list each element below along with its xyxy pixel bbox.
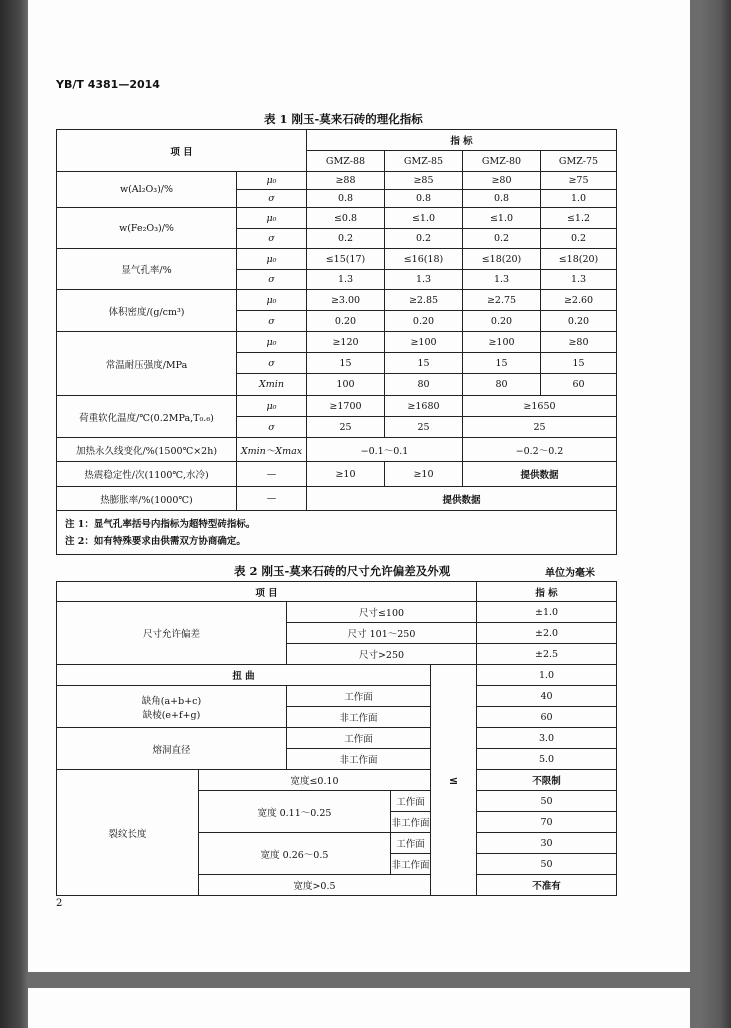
table-cell: ±2.0 (477, 623, 617, 644)
table-cell: 0.20 (307, 311, 385, 332)
table-cell: 0.8 (307, 190, 385, 208)
next-page (28, 988, 690, 1028)
table-cell: 25 (385, 417, 463, 438)
table-cell: 25 (463, 417, 617, 438)
table2-head-item: 项 目 (57, 582, 477, 602)
table-cell: 1.3 (541, 270, 617, 290)
row-label-density: 体积密度/(g/cm³) (57, 290, 237, 332)
table-cell: ≥120 (307, 332, 385, 353)
table-cell: ±2.5 (477, 644, 617, 665)
table-cell: 80 (385, 374, 463, 396)
table-cell: ≤1.2 (541, 208, 617, 229)
table-cell: ≥80 (463, 172, 541, 190)
table-cell: ≥88 (307, 172, 385, 190)
table-cell: 工作面 (391, 833, 431, 854)
symbol-mu: μ₀ (237, 332, 307, 353)
table-cell: ≥10 (385, 462, 463, 487)
symbol-mu: μ₀ (237, 208, 307, 229)
symbol-sigma: σ (237, 417, 307, 438)
symbol-sigma: σ (237, 353, 307, 374)
table-cell: 0.20 (463, 311, 541, 332)
row-label-reheat: 加热永久线变化/%(1500℃×2h) (57, 438, 237, 462)
table-cell: 1.3 (385, 270, 463, 290)
symbol-xrange: Xmin～Xmax (237, 438, 307, 462)
table1-head-index: 指 标 (307, 130, 617, 151)
table-cell: 0.2 (541, 229, 617, 249)
table-cell: 宽度>0.5 (199, 875, 431, 896)
table-cell: ≥100 (385, 332, 463, 353)
table-cell: −0.2～0.2 (463, 438, 617, 462)
table-cell: 50 (477, 791, 617, 812)
symbol-xmin: Xmin (237, 374, 307, 396)
table-cell: −0.1～0.1 (307, 438, 463, 462)
table-cell: 3.0 (477, 728, 617, 749)
table-cell: 非工作面 (391, 812, 431, 833)
table-cell: ≤1.0 (385, 208, 463, 229)
symbol-sigma: σ (237, 190, 307, 208)
table-cell: 70 (477, 812, 617, 833)
table-cell: ≥2.75 (463, 290, 541, 311)
grade-header: GMZ-88 (307, 151, 385, 172)
table2-head-index: 指 标 (477, 582, 617, 602)
table-cell: 5.0 (477, 749, 617, 770)
table-cell: ≥2.60 (541, 290, 617, 311)
table-cell: 40 (477, 686, 617, 707)
row-label-fe2o3: w(Fe₂O₃)/% (57, 208, 237, 249)
table-cell: 尺寸 101～250 (287, 623, 477, 644)
table2-unit: 单位为毫米 (545, 568, 595, 579)
le-symbol: ≤ (431, 665, 477, 896)
table-cell: 30 (477, 833, 617, 854)
table-cell: 0.2 (463, 229, 541, 249)
table-cell: ≥1700 (307, 396, 385, 417)
table-cell: ≥85 (385, 172, 463, 190)
table-cell: 0.8 (385, 190, 463, 208)
table-cell: 15 (385, 353, 463, 374)
table-cell: 0.2 (385, 229, 463, 249)
table-cell: ≥1650 (463, 396, 617, 417)
table-cell: 15 (307, 353, 385, 374)
row-label-hole: 熔洞直径 (57, 728, 287, 770)
row-label-al2o3: w(Al₂O₃)/% (57, 172, 237, 208)
table-cell: 提供数据 (307, 487, 617, 511)
grade-header: GMZ-75 (541, 151, 617, 172)
row-label-corner (57, 686, 287, 728)
grade-header: GMZ-85 (385, 151, 463, 172)
note-2: 注 2：如有特殊要求由供需双方协商确定。 (65, 535, 246, 547)
row-label-strength: 常温耐压强度/MPa (57, 332, 237, 396)
table2-caption: 表 2 刚玉-莫来石砖的尺寸允许偏差及外观 (234, 564, 451, 578)
note-1: 注 1：显气孔率括号内指标为超特型砖指标。 (65, 518, 256, 530)
table-cell: 25 (307, 417, 385, 438)
table-cell: 1.3 (463, 270, 541, 290)
table-cell: ≥100 (463, 332, 541, 353)
table1-caption: 表 1 刚玉-莫来石砖的理化指标 (264, 112, 423, 126)
table-cell: 不准有 (477, 875, 617, 896)
row-label-porosity: 显气孔率/% (57, 249, 237, 290)
table-cell: 非工作面 (287, 707, 431, 728)
table-cell: 1.3 (307, 270, 385, 290)
table-cell: 工作面 (391, 791, 431, 812)
table-cell: ≤0.8 (307, 208, 385, 229)
table-cell: ≤18(20) (463, 249, 541, 270)
table-cell: ≥10 (307, 462, 385, 487)
standard-number: YB/T 4381—2014 (56, 78, 160, 91)
table-cell: 100 (307, 374, 385, 396)
edge-label: 缺棱(e+f+g) (142, 709, 201, 721)
table-cell: 不限制 (477, 770, 617, 791)
table-cell: ≥3.00 (307, 290, 385, 311)
table-cell: 工作面 (287, 728, 431, 749)
table-cell: 提供数据 (463, 462, 617, 487)
table-cell: ≥80 (541, 332, 617, 353)
table-cell: 尺寸≤100 (287, 602, 477, 623)
table-cell: ≤16(18) (385, 249, 463, 270)
table1-head-item: 项 目 (57, 130, 307, 172)
grade-header: GMZ-80 (463, 151, 541, 172)
table1-physicochemical (56, 129, 617, 555)
table-cell: ±1.0 (477, 602, 617, 623)
table-cell: — (237, 487, 307, 511)
table-cell: 0.8 (463, 190, 541, 208)
symbol-mu: μ₀ (237, 172, 307, 190)
table-cell: 1.0 (541, 190, 617, 208)
symbol-sigma: σ (237, 270, 307, 290)
row-label-crack: 裂纹长度 (57, 770, 199, 896)
table-cell: ≤15(17) (307, 249, 385, 270)
corner-label: 缺角(a+b+c) (141, 695, 202, 707)
table-cell: 0.20 (541, 311, 617, 332)
table-cell: 50 (477, 854, 617, 875)
table-cell: 非工作面 (391, 854, 431, 875)
table-cell: ≤18(20) (541, 249, 617, 270)
table-cell: 15 (463, 353, 541, 374)
row-label-refractoriness: 荷重软化温度/℃(0.2MPa,T₀.₆) (57, 396, 237, 438)
table-cell: 60 (477, 707, 617, 728)
table1-notes (57, 511, 617, 555)
table-cell: 非工作面 (287, 749, 431, 770)
row-label-thermal-shock: 热震稳定性/次(1100℃,水冷) (57, 462, 237, 487)
table-cell: 宽度 0.26～0.5 (199, 833, 391, 875)
table-cell: ≥75 (541, 172, 617, 190)
table-cell: 0.2 (307, 229, 385, 249)
symbol-sigma: σ (237, 229, 307, 249)
table-cell: — (237, 462, 307, 487)
table2-dimensions (56, 581, 617, 896)
symbol-mu: μ₀ (237, 249, 307, 270)
row-label-expansion: 热膨胀率/%(1000℃) (57, 487, 237, 511)
table-cell: ≥1680 (385, 396, 463, 417)
row-label-size-tolerance: 尺寸允许偏差 (57, 602, 287, 665)
table-cell: 宽度 0.11～0.25 (199, 791, 391, 833)
table-cell: 尺寸>250 (287, 644, 477, 665)
table-cell: ≤1.0 (463, 208, 541, 229)
table-cell: 15 (541, 353, 617, 374)
symbol-sigma: σ (237, 311, 307, 332)
table-cell: 0.20 (385, 311, 463, 332)
table-cell: 80 (463, 374, 541, 396)
table-cell: 工作面 (287, 686, 431, 707)
table-cell: 60 (541, 374, 617, 396)
symbol-mu: μ₀ (237, 396, 307, 417)
table-cell: ≥2.85 (385, 290, 463, 311)
table-cell: 1.0 (477, 665, 617, 686)
row-label-warp: 扭 曲 (57, 665, 431, 686)
table-cell: 宽度≤0.10 (199, 770, 431, 791)
page-number: 2 (56, 898, 63, 909)
symbol-mu: μ₀ (237, 290, 307, 311)
